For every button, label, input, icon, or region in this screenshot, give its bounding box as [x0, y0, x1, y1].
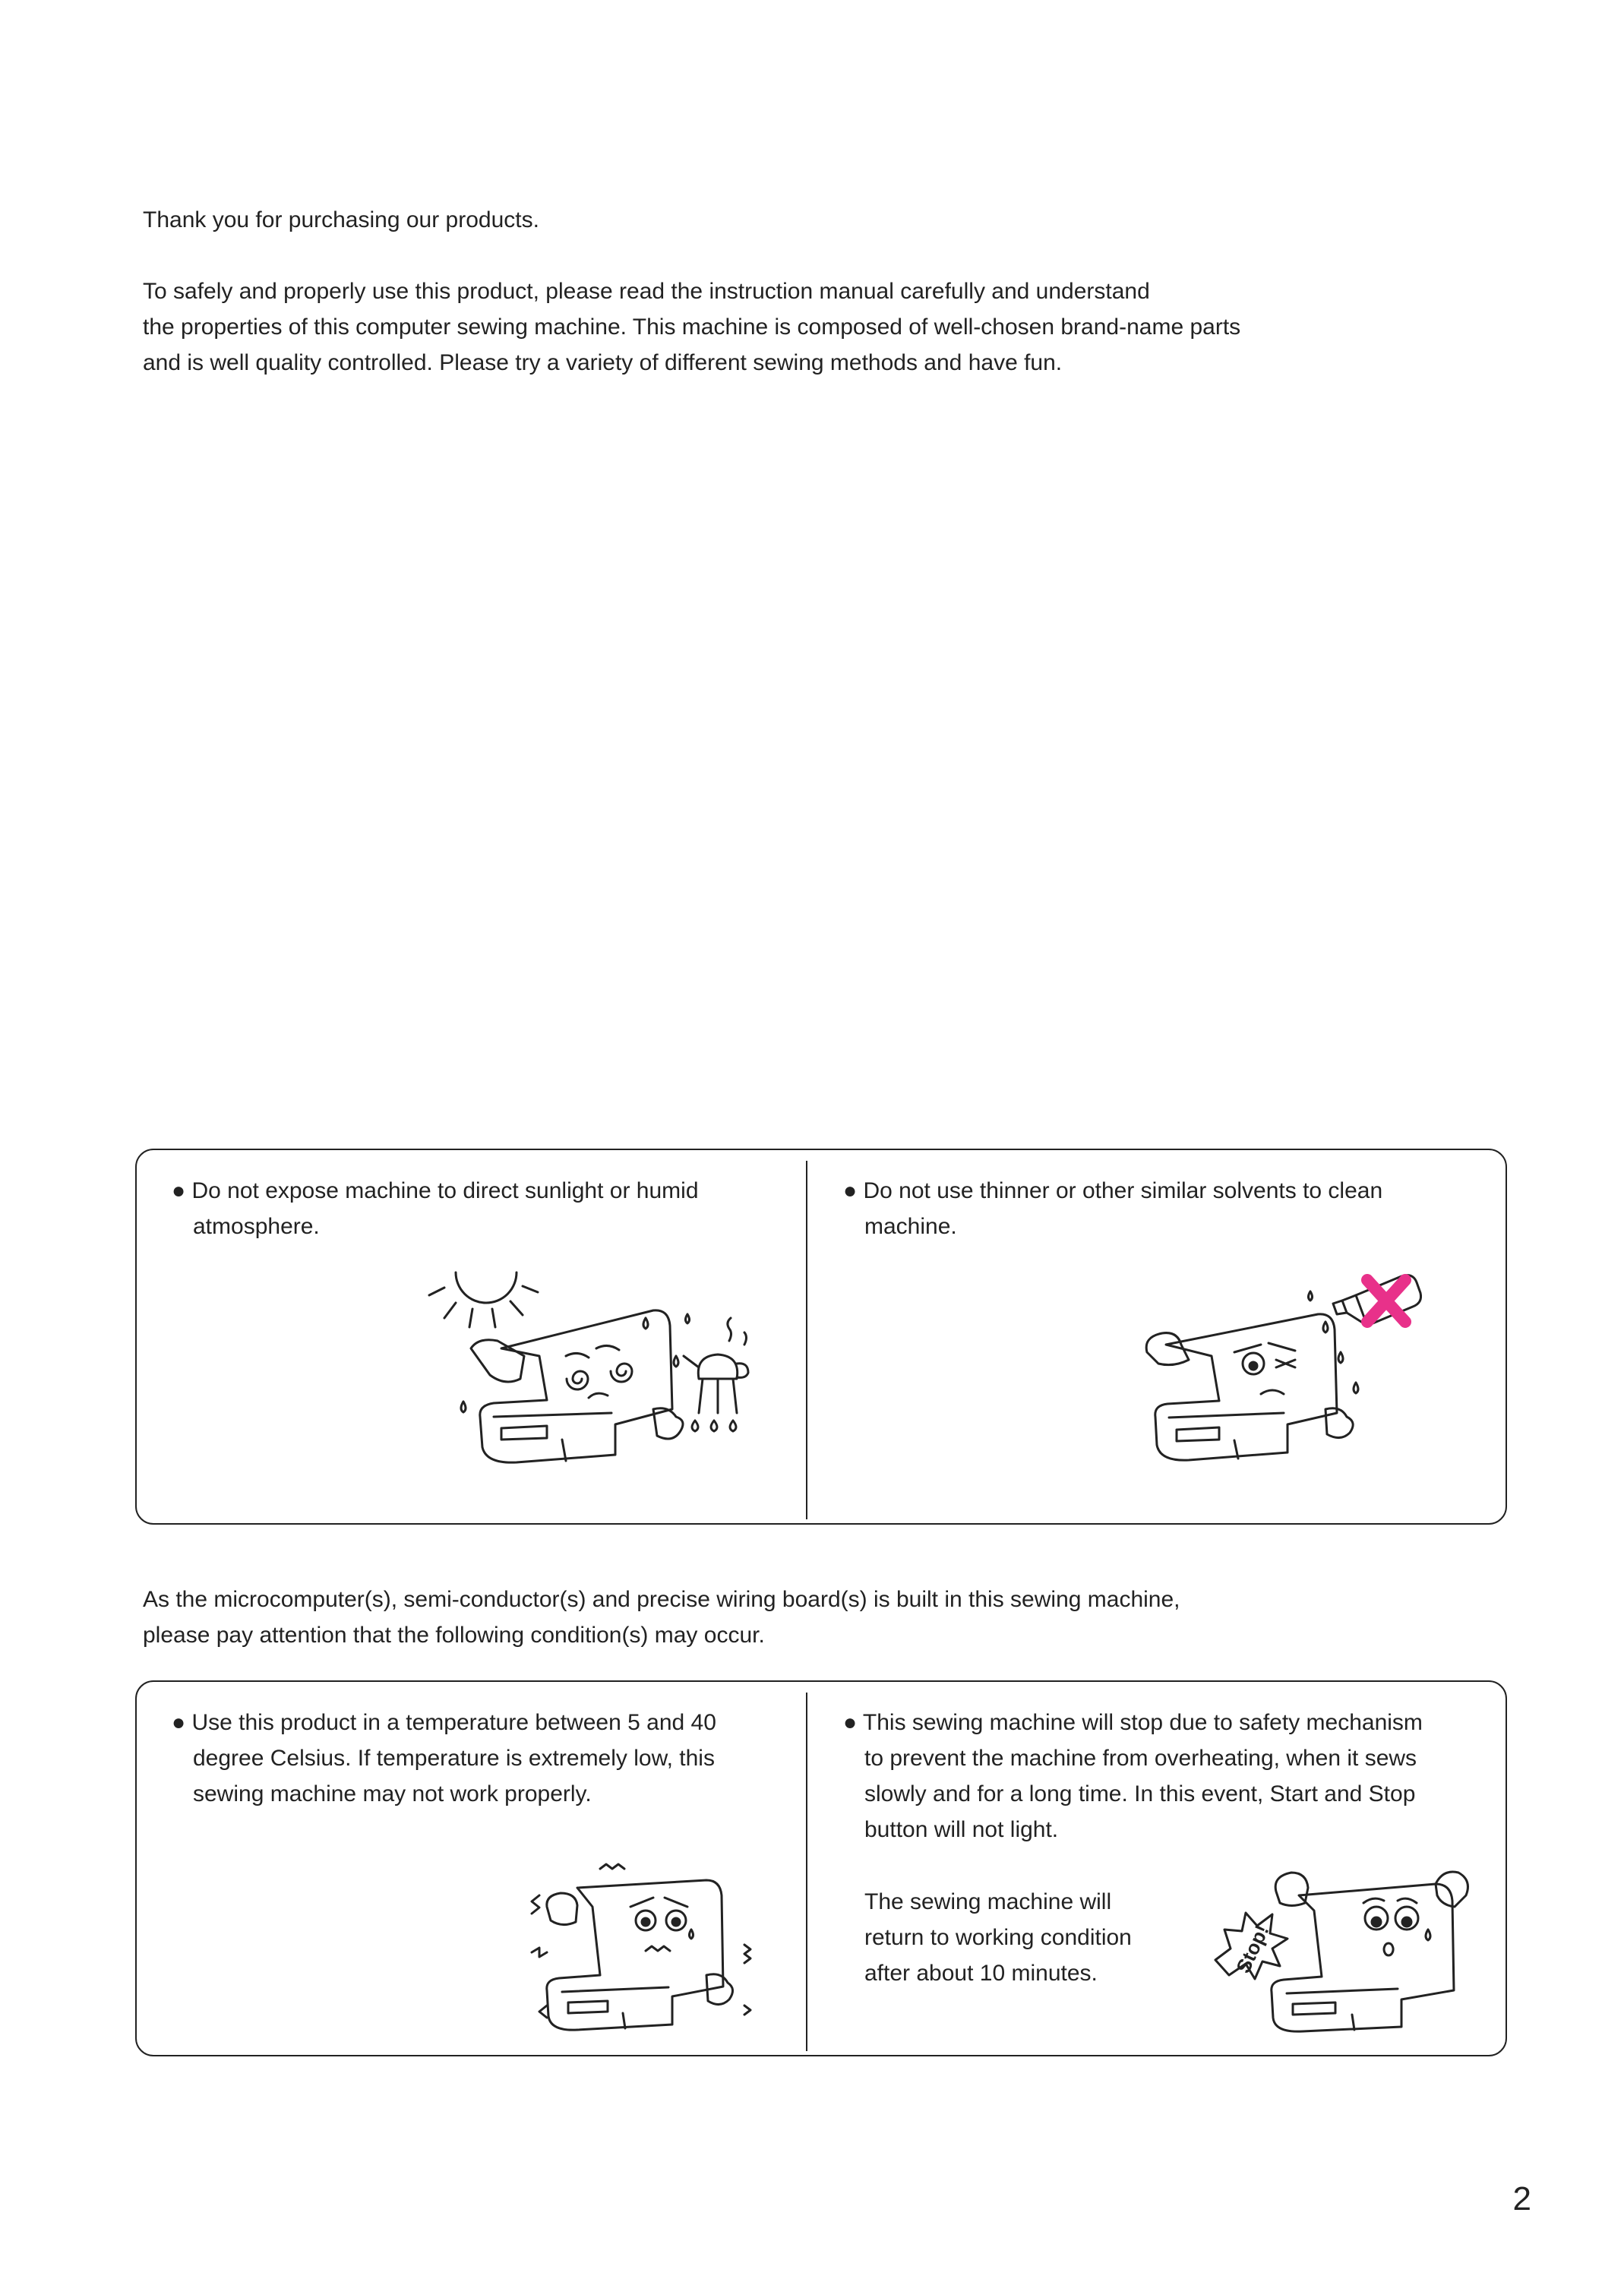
recovery-note — [864, 1884, 1132, 1991]
bullet-icon: ● — [843, 1178, 858, 1203]
sewing-machine-overheat-stop-illustration — [1208, 1861, 1481, 2036]
intro-line: To safely and properly use this product, please read the instruction manual carefully and understand — [143, 279, 1150, 304]
note-line: after about 10 minutes. — [864, 1961, 1098, 1986]
intro-line: the properties of this computer sewing machine. This machine is composed of well-chosen brand-name parts — [143, 315, 1241, 340]
warning-line: This sewing machine will stop due to safety mechanism — [862, 1710, 1423, 1735]
warning-line: Do not expose machine to direct sunlight or humid — [191, 1178, 699, 1203]
box-divider — [806, 1693, 807, 2051]
warning-line: button will not light. — [864, 1817, 1059, 1842]
bullet-icon: ● — [172, 1710, 186, 1735]
warning-line: sewing machine may not work properly. — [193, 1781, 592, 1806]
sunlight-warning — [172, 1173, 699, 1244]
page-number: 2 — [1512, 2180, 1531, 2217]
sewing-machine-sun-humidity-illustration — [425, 1265, 760, 1470]
overheat-warning — [843, 1705, 1423, 1848]
sewing-machine-solvent-illustration — [1105, 1261, 1432, 1474]
microcomputer-paragraph — [143, 1582, 1180, 1653]
note-line: The sewing machine will — [864, 1889, 1112, 1914]
intro-line: and is well quality controlled. Please try a variety of different sewing methods and have fun. — [143, 350, 1063, 375]
paragraph-line: As the microcomputer(s), semi-conductor(s) and precise wiring board(s) is built in this sewing machine, — [143, 1587, 1180, 1612]
note-line: return to working condition — [864, 1925, 1132, 1950]
thanks-text: Thank you for purchasing our products. — [143, 207, 539, 232]
bullet-icon: ● — [172, 1178, 186, 1203]
sewing-machine-cold-shivering-illustration — [517, 1861, 775, 2036]
bullet-icon: ● — [843, 1710, 858, 1735]
paragraph-line: please pay attention that the following condition(s) may occur. — [143, 1623, 765, 1648]
warning-line: Use this product in a temperature between 5 and 40 — [191, 1710, 716, 1735]
warning-line: to prevent the machine from overheating, when it sews — [864, 1746, 1417, 1771]
warning-line: atmosphere. — [193, 1214, 320, 1239]
warning-line: slowly and for a long time. In this event, Start and Stop — [864, 1781, 1416, 1806]
temperature-warning — [172, 1705, 716, 1812]
warning-line: degree Celsius. If temperature is extremely low, this — [193, 1746, 715, 1771]
warning-line: machine. — [864, 1214, 957, 1239]
solvent-warning — [843, 1173, 1382, 1244]
stop-label: Stop! — [1231, 1920, 1274, 1977]
box-divider — [806, 1161, 807, 1519]
intro-paragraph — [143, 273, 1240, 381]
warning-line: Do not use thinner or other similar solvents to clean — [863, 1178, 1383, 1203]
